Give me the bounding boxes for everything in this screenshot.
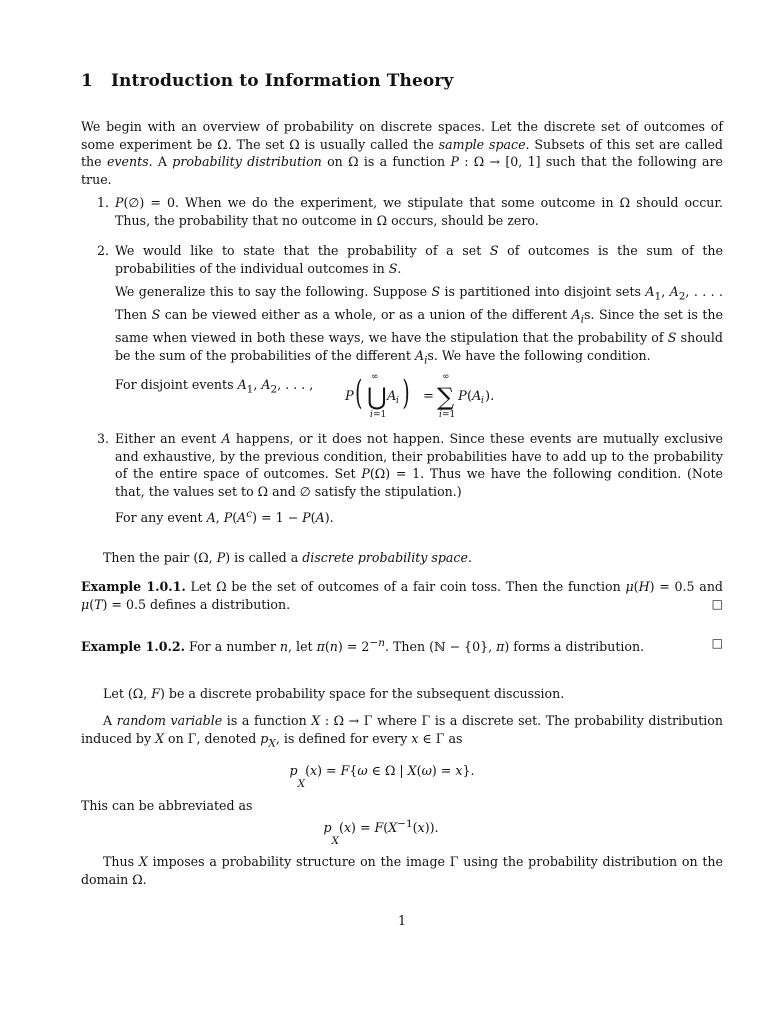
list-item-number: 2. [97,243,110,258]
svg-text:∑: ∑ [437,383,455,411]
svg-text:=: = [423,389,434,404]
preimage-equation: $p_X(x) = F(X^{-1}(x))$. [323,818,439,847]
list-item [97,430,723,533]
svg-text:): ) [402,374,410,413]
svg-text:i: i [439,410,442,420]
svg-text:A: A [472,389,482,404]
list-item-number: 1. [97,195,110,210]
section-title: Introduction to Information Theory [111,71,454,91]
page-number: 1 [397,913,406,928]
item2-paragraph-1: We would like to state that the probability of a set S of outcomes is the sum of the probabilities of the individual outcomes in S. [115,243,723,276]
svg-text:P: P [458,389,467,404]
svg-text:i: i [370,410,373,420]
item1-text: P(∅) = 0. When we do the experiment, we stipulate that some outcome in Ω should occur. Thus, the probability that no outcome in Ω occurs, should be zero. [115,195,723,228]
discrete-probability-space-paragraph: Then the pair (Ω, P) is called a discrete probability space. [103,550,472,565]
section-number: 1 [81,71,93,91]
union-sum-equation [343,372,543,420]
svg-text:∞: ∞ [442,372,450,382]
svg-text:A: A [387,389,397,404]
svg-text:∞: ∞ [371,372,379,382]
final-paragraph: Thus X imposes a probability structure on the image Γ using the probability distribution on the domain Ω. [81,854,723,887]
svg-text:⋃: ⋃ [367,383,387,411]
item3-paragraph-2: For any event A, $P(A^c) = 1 - P(A)$. [115,508,334,526]
qed-symbol: □ [711,596,723,611]
list-item [97,194,723,235]
list-item-number: 3. [97,431,110,446]
item3-paragraph-1: Either an event A happens, or it does not happen. Since these events are mutually exclusive and exhaustive, by the previous condition, their probabilities have to add up to the probability of the entire space of outcomes. Set P(Ω) = 1. Thus we have the following condition. (Note that, the values set to Ω and ∅ satisfy the stipulation.) [115,431,723,499]
random-variable-paragraph: A random variable is a function X : Ω → Γ where Γ is a discrete set. The probability distribution induced by X on Γ, denoted $p_X$, is defined for every x ∈ Γ as [81,713,724,750]
pmf-equation: $p_X(x) = F\{\omega$ ∈ Ω | X(ω) = x}. [289,763,475,790]
svg-text:).: ). [485,389,495,404]
svg-text:=1: =1 [442,410,456,420]
svg-text:(: ( [467,389,473,404]
page [81,0,723,1024]
example-label: Example 1.0.1. [81,579,186,594]
item2-paragraph-2: We generalize this to say the following. Suppose S is partitioned into disjoint sets $A_1$, $A_2$, . . . . Then S can be viewed either as a whole, or as a union of the different $A_is$. Since the set is the same when viewed in both these ways, we have the stipulation that the probability of S should be the sum of the probabilities of the different $A_is$. We have the following condition. [115,284,724,367]
svg-text:(: ( [355,374,363,413]
intro-paragraph: We begin with an overview of probability on discrete spaces. Let the discrete set of outcomes of some experiment be Ω. The set Ω is usually called the sample space. Subsets of this set are called the events. A probability distribution on Ω is a function P : Ω → [0, 1] such that the following are true. [81,119,723,187]
svg-text:i: i [396,396,399,406]
section-heading [81,73,453,91]
example-1-0-2: Example 1.0.2. For a number n, let $\pi(n) = 2^{-n}$. Then (ℕ − {0}, π) forms a distribution. □ [81,636,723,655]
let-paragraph: Let (Ω, F) be a discrete probability space for the subsequent discussion. [103,686,565,701]
example-label: Example 1.0.2. [81,639,186,655]
svg-text:=1: =1 [373,410,387,420]
svg-text:i: i [481,396,484,406]
svg-text:P: P [345,389,354,404]
item2-paragraph-3: For disjoint events $A_1$, $A_2$, . . . , [115,376,314,396]
example-1-0-1: Example 1.0.1. Let Ω be the set of outcomes of a fair coin toss. Then the function μ(H) = 0.5 and μ(T) = 0.5 defines a distribution. □ [81,579,723,612]
abbrev-paragraph: This can be abbreviated as [81,798,253,813]
qed-symbol: □ [711,636,723,650]
